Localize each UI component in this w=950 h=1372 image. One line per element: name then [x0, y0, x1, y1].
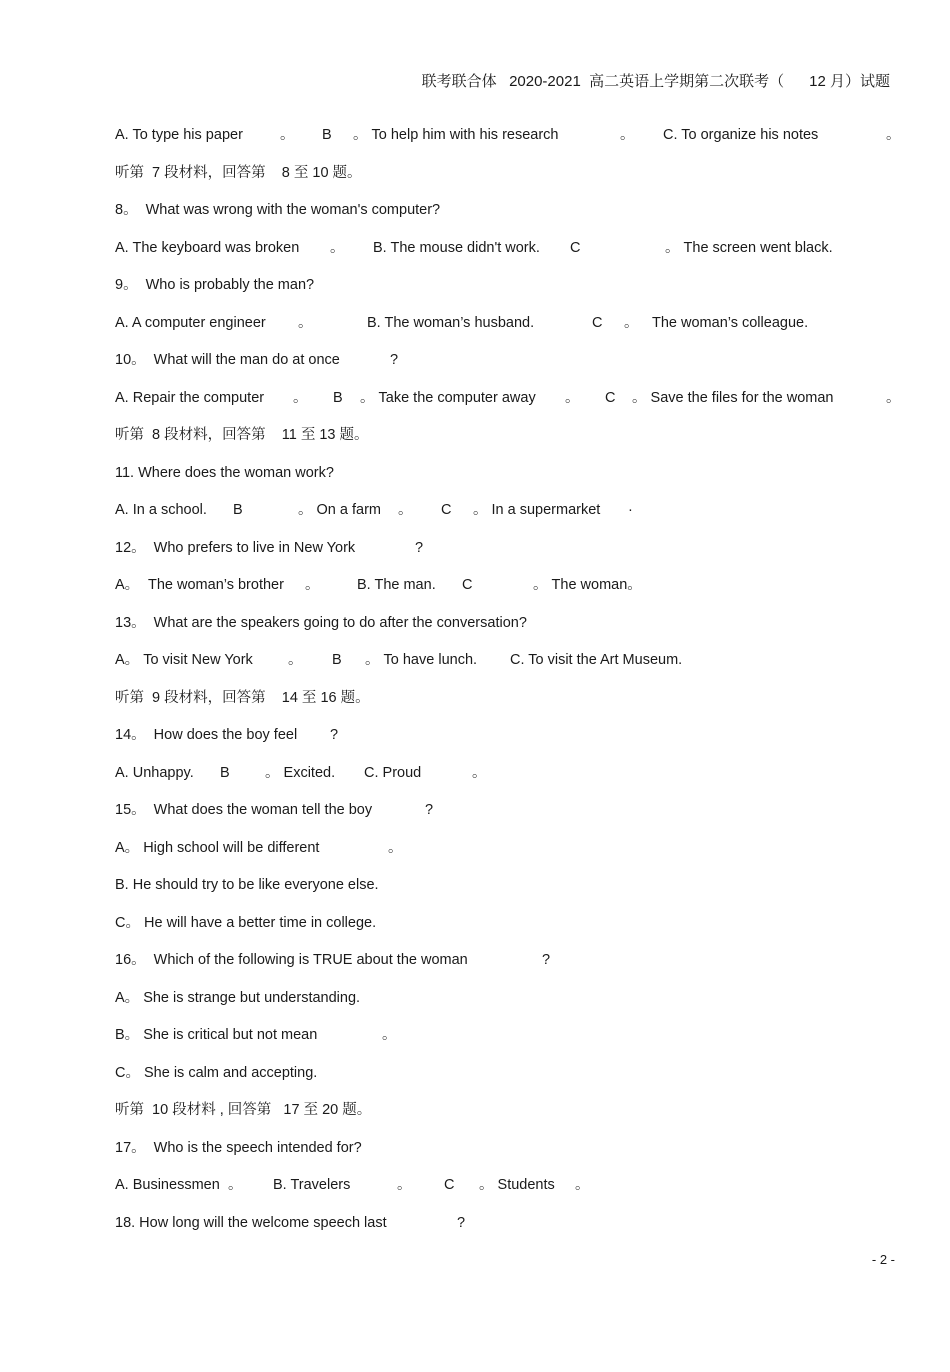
- option-a: A. A computer engineer: [115, 314, 266, 331]
- question-mark: ?: [330, 727, 339, 743]
- question: [115, 349, 905, 387]
- question: [115, 537, 905, 575]
- section-instruction: 听第 7 段材料，回答第 8 至 10 题。: [115, 164, 362, 181]
- option-line: [115, 837, 905, 875]
- punctuation: 。: [305, 577, 320, 593]
- option-b: 。 To help him with his research: [353, 127, 559, 143]
- punctuation: 。: [388, 839, 403, 856]
- option-c-marker: C: [592, 314, 603, 331]
- option-c: 。 Save the files for the woman: [632, 389, 834, 406]
- option-c-marker: C: [444, 1177, 455, 1193]
- options-line: [115, 312, 905, 350]
- question-text: 18. How long will the welcome speech last: [115, 1214, 387, 1231]
- question-text: 13。 What are the speakers going to do after the conversation?: [115, 614, 527, 631]
- punctuation: 。: [620, 127, 635, 143]
- section-heading: [115, 424, 905, 462]
- options-line: [115, 237, 905, 275]
- punctuation: 。: [298, 314, 313, 331]
- punctuation: 。: [565, 389, 580, 406]
- section-instruction: 听第 10 段材料 , 回答第 17 至 20 题。: [115, 1102, 372, 1118]
- punctuation: 。: [382, 1027, 397, 1043]
- question: [115, 1212, 905, 1250]
- option-a: A. To type his paper: [115, 127, 243, 143]
- option-c: 。 The screen went black.: [665, 239, 833, 256]
- question-text: 14。 How does the boy feel: [115, 727, 298, 743]
- option-a: A。 High school will be different: [115, 839, 320, 856]
- question-mark: ?: [457, 1214, 466, 1231]
- punctuation: 。: [228, 1177, 243, 1193]
- question: [115, 1137, 905, 1175]
- punctuation: 。: [398, 502, 413, 518]
- punctuation: 。: [280, 127, 295, 143]
- section-instruction: 听第 9 段材料，回答第 14 至 16 题。: [115, 689, 370, 706]
- options-line: [115, 124, 905, 162]
- punctuation: 。: [886, 389, 901, 406]
- option-c: The woman’s colleague.: [652, 314, 809, 331]
- question: [115, 462, 905, 500]
- option-c: C。 He will have a better time in college.: [115, 914, 377, 931]
- option-b: B。 She is critical but not mean: [115, 1027, 318, 1043]
- option-b: B. He should try to be like everyone else.: [115, 877, 379, 893]
- option-b: 。 On a farm: [298, 502, 381, 518]
- option-b-marker: B: [333, 389, 343, 406]
- option-b: B. Travelers: [273, 1177, 351, 1193]
- question-mark: ?: [415, 539, 424, 556]
- option-line: [115, 912, 905, 950]
- question-text: 8。 What was wrong with the woman's computer?: [115, 202, 441, 218]
- section-heading: [115, 162, 905, 200]
- question: [115, 724, 905, 762]
- question: [115, 274, 905, 312]
- punctuation: 。: [397, 1177, 412, 1193]
- option-b-marker: B: [322, 127, 332, 143]
- options-line: [115, 1174, 905, 1212]
- question: [115, 612, 905, 650]
- punctuation: 。: [330, 239, 345, 256]
- question: [115, 949, 905, 987]
- punctuation: 。: [472, 764, 487, 781]
- page-number: - 2 -: [871, 1252, 895, 1267]
- option-b: 。 To have lunch.: [365, 652, 478, 668]
- option-a: A. Businessmen: [115, 1177, 220, 1193]
- option-b-marker: B: [233, 502, 243, 518]
- option-b: 。 Excited.: [265, 764, 336, 781]
- question-mark: ?: [542, 952, 551, 968]
- option-line: [115, 874, 905, 912]
- option-line: [115, 1062, 905, 1100]
- option-b: B. The mouse didn't work.: [373, 239, 540, 256]
- question: [115, 799, 905, 837]
- punctuation: 。: [288, 652, 303, 668]
- page-header: 联考联合体 2020-2021 高二英语上学期第二次联考（ 12 月）试题: [421, 73, 890, 90]
- question-text: 12。 Who prefers to live in New York: [115, 539, 356, 556]
- option-line: [115, 987, 905, 1025]
- option-b: 。 Take the computer away: [360, 389, 536, 406]
- option-c: C。 She is calm and accepting.: [115, 1064, 318, 1081]
- question-text: 15。 What does the woman tell the boy: [115, 802, 373, 818]
- options-line: [115, 649, 905, 687]
- question: [115, 199, 905, 237]
- options-line: [115, 762, 905, 800]
- option-c-marker: C: [462, 577, 473, 593]
- options-line: [115, 387, 905, 425]
- section-heading: [115, 687, 905, 725]
- option-line: [115, 1024, 905, 1062]
- section-instruction: 听第 8 段材料，回答第 11 至 13 题。: [115, 427, 369, 443]
- option-c: C. To organize his notes: [663, 127, 819, 143]
- option-c: C. Proud: [364, 764, 422, 781]
- question-list: [115, 124, 905, 1249]
- options-line: [115, 574, 905, 612]
- option-c: C. To visit the Art Museum.: [510, 652, 683, 668]
- option-a-marker: A。: [115, 577, 140, 593]
- question-mark: ?: [425, 802, 434, 818]
- option-c: 。 Students: [479, 1177, 555, 1193]
- option-c-marker: C: [605, 389, 616, 406]
- option-c: 。 The woman。: [533, 577, 642, 593]
- question-mark: ?: [390, 352, 399, 368]
- question-text: 10。 What will the man do at once: [115, 352, 340, 368]
- punctuation: 。: [624, 314, 639, 331]
- punctuation: 。: [575, 1177, 590, 1193]
- punctuation: 。: [293, 389, 308, 406]
- question-text: 11. Where does the woman work?: [115, 464, 334, 481]
- option-a: A. Unhappy.: [115, 764, 194, 781]
- option-c-marker: C: [441, 502, 452, 518]
- question-text: 9。 Who is probably the man?: [115, 277, 315, 293]
- option-b-marker: B: [220, 764, 230, 781]
- punctuation: ·: [628, 502, 633, 518]
- option-a: A. The keyboard was broken: [115, 239, 300, 256]
- question-text: 16。 Which of the following is TRUE about the woman: [115, 952, 468, 968]
- option-a: The woman’s brother: [148, 577, 284, 593]
- option-a: A。 To visit New York: [115, 652, 253, 668]
- option-c-marker: C: [570, 239, 581, 256]
- punctuation: 。: [886, 127, 901, 143]
- option-b: B. The man.: [357, 577, 436, 593]
- option-a: A. Repair the computer: [115, 389, 265, 406]
- section-heading: [115, 1099, 905, 1137]
- question-text: 17。 Who is the speech intended for?: [115, 1139, 362, 1156]
- option-b: B. The woman’s husband.: [367, 314, 535, 331]
- option-c: 。 In a supermarket: [473, 502, 601, 518]
- option-a: A. In a school.: [115, 502, 207, 518]
- option-b-marker: B: [332, 652, 342, 668]
- option-a: A。 She is strange but understanding.: [115, 989, 361, 1006]
- options-line: [115, 499, 905, 537]
